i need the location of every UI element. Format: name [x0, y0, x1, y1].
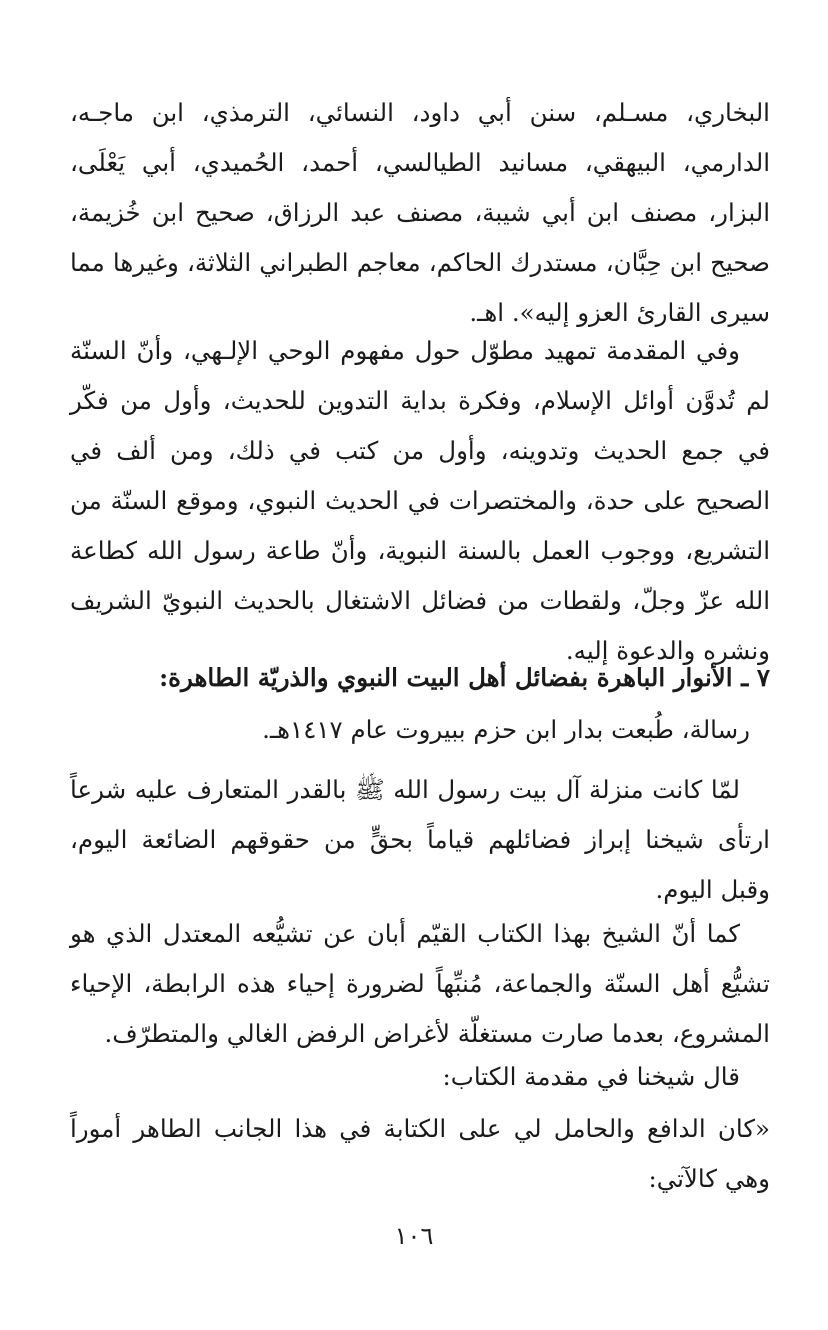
paragraph-text: كما أنّ الشيخ بهذا الكتاب القيّم أبان عن تشيُّعه المعتدل الذي هو تشيُّع أهل السنّة والجماعة، مُنبِّهاً لضرورة إحياء هذه الرابطة، الإحياء المشروع، بعدما صارت مستغلّة لأغراض الرفض الغالي والمتطرّف. [70, 919, 770, 1048]
paragraph-ahl-al-bayt-status [70, 765, 770, 915]
publication-note: رسالة، طُبعت بدار ابن حزم ببيروت عام ١٤١٧هـ. [262, 715, 750, 744]
paragraph-text: وفي المقدمة تمهيد مطوّل حول مفهوم الوحي الإلـهي، وأنّ السنّة لم تُدوَّن أوائل الإسلام، وفكرة بداية التدوين للحديث، وأول من فكّر في جمع الحديث وتدوينه، وأول من كتب في ذلك، ومن ألف في الصحيح على حدة، والمختصرات في الحديث النبوي، وموقع السنّة من التشريع، ووجوب العمل بالسنة النبوية، وأنّ طاعة رسول الله كطاعة الله عزّ وجلّ، ولقطات من فضائل الاشتغال بالحديث النبويّ الشريف ونشره والدعوة إليه. [70, 336, 770, 665]
section-heading-book-7: ٧ ـ الأنوار الباهرة بفضائل أهل البيت النبوي والذريّة الطاهرة: [159, 663, 770, 692]
paragraph-hadith-sources: البخاري، مسـلم، سنن أبي داود، النسائي، الترمذي، ابن ماجـه، الدارمي، البيهقي، مسانيد الطيالسي، أحمد، الحُميدي، أبي يَعْلَى، البزار، مصنف ابن أبي شيبة، مصنف عبد الرزاق، صحيح ابن خُزيمة، صحيح ابن حِبَّان، مستدرك الحاكم، معاجم الطبراني الثلاثة، وغيرها مما سيرى القارئ العزو إليه». اهـ. [70, 98, 770, 327]
paragraph-author-intro: قال شيخنا في مقدمة الكتاب: [442, 1062, 740, 1091]
paragraph-introduction-summary [70, 326, 770, 676]
paragraph-text: لمّا كانت منزلة آل بيت رسول الله ﷺ بالقدر المتعارف عليه شرعاً ارتأى شيخنا إبراز فضائلهم قياماً بحقٍّ من حقوقهم الضائعة اليوم، وقبل اليوم. [70, 775, 770, 904]
paragraph-moderate-tashayyu [70, 909, 770, 1059]
paragraph-quote-start: «كان الدافع والحامل لي على الكتابة في هذا الجانب الطاهر أموراً وهي كالآتي: [70, 1114, 770, 1193]
page-number: ١٠٦ [394, 1222, 434, 1250]
